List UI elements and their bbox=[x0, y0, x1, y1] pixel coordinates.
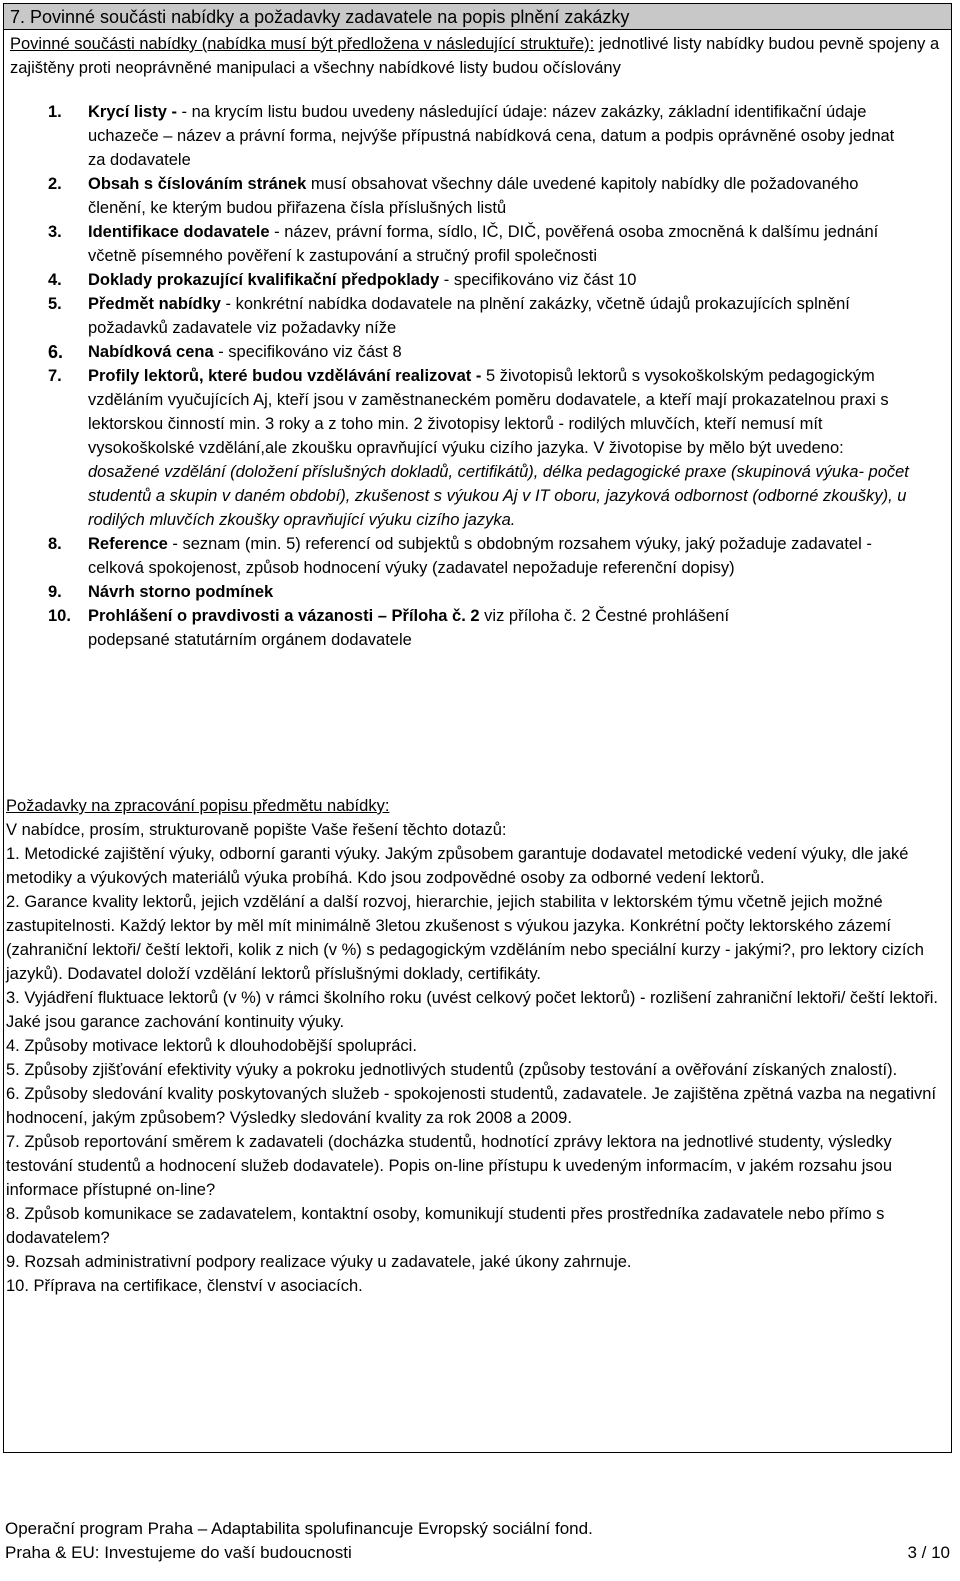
item-title: Profily lektorů, které budou vzdělávání realizovat - bbox=[88, 367, 482, 385]
item-title: Nabídková cena bbox=[88, 343, 214, 361]
item-title: Předmět nabídky bbox=[88, 295, 221, 313]
list-item bbox=[48, 364, 951, 532]
list-item bbox=[48, 604, 951, 652]
section-title: 7. Povinné součásti nabídky a požadavky zadavatele na popis plnění zakázky bbox=[4, 4, 951, 30]
intro-paragraph bbox=[4, 30, 951, 80]
item-text: viz příloha č. 2 Čestné prohlášení bbox=[479, 607, 730, 625]
intro-underlined: Povinné součásti nabídky (nabídka musí být předložena v následující struktuře): bbox=[10, 35, 595, 53]
item-number: 8. bbox=[48, 535, 62, 553]
item-text: - na krycím listu budou uvedeny následující údaje: název zakázky, základní identifikační údaje uchazeče – název a právní forma, nejvýše přípustná nabídková cena, datum a podpis oprávněné osoby jednat za dodavatele bbox=[88, 103, 895, 169]
item-number: 6. bbox=[48, 342, 64, 362]
requirement-point: 7. Způsob reportování směrem k zadavateli (docházka studentů, hodnotící zprávy lektora na jednotlivé studenty, výsledky testování studentů a hodnocení služeb dodavatele). Popis on-line přístupu k uvedeným informacím, v jakém rozsahu jsou informace přístupné on-line? bbox=[6, 1133, 892, 1199]
intro-rest: jednotlivé listy nabídky budou pevně spojeny a zajištěny proti neoprávněné manipulaci a všechny nabídkové listy budou očíslovány bbox=[10, 35, 940, 77]
requirements-lead: V nabídce, prosím, strukturovaně popište Vaše řešení těchto dotazů: bbox=[6, 821, 507, 839]
list-item bbox=[48, 340, 951, 364]
requirement-point: 3. Vyjádření fluktuace lektorů (v %) v rámci školního roku (uvést celkový počet lektorů) - rozlišení zahraniční lektoři/ čeští lektoři. Jaké jsou garance zachování kontinuity výuky. bbox=[6, 989, 939, 1031]
requirement-point: 6. Způsoby sledování kvality poskytovaných služeb - spokojenosti studentů, zadavatele. Je zajištěna zpětná vazba na negativní hodnocení, jakým způsobem? Výsledky sledování kvality za rok 2008 a 2009. bbox=[6, 1085, 937, 1127]
requirement-point: 8. Způsob komunikace se zadavatelem, kontaktní osoby, komunikují studenti přes prostředníka zadavatele nebo přímo s dodavatelem? bbox=[6, 1205, 885, 1247]
footer-line-1: Operační program Praha – Adaptabilita spolufinancuje Evropský sociální fond. bbox=[5, 1519, 593, 1538]
requirements-heading: Požadavky na zpracování popisu předmětu nabídky: bbox=[6, 797, 390, 815]
item-number: 7. bbox=[48, 367, 62, 385]
item-number: 5. bbox=[48, 295, 62, 313]
footer-line-2: Praha & EU: Investujeme do vaší budoucnosti bbox=[5, 1543, 352, 1562]
list-item bbox=[48, 292, 951, 340]
item-number: 10. bbox=[48, 607, 71, 625]
item-text: 5 životopisů lektorů s vysokoškolským pedagogickým vzděláním vyučujících Aj, kteří jsou v zaměstnaneckém poměru dodavatele, a kteří mají prokazatelnou praxi s lektorskou činností min. 3 roky a z toho min. 2 životopisy lektorů - rodilých mluvčích, kteří nemusí mít vysokoškolské vzdělání,ale zkoušku opravňující výuku cizího jazyka. V životopise by mělo být uvedeno: bbox=[88, 367, 889, 457]
item-title: Identifikace dodavatele bbox=[88, 223, 270, 241]
item-title: Prohlášení o pravdivosti a vázanosti – Příloha č. 2 bbox=[88, 607, 480, 625]
item-text: - konkrétní nabídka dodavatele na plnění zakázky, včetně údajů prokazujících splnění požadavků zadavatele viz požadavky níže bbox=[88, 295, 850, 337]
requirement-point: 10. Příprava na certifikace, členství v asociacích. bbox=[6, 1277, 363, 1295]
requirement-point: 2. Garance kvality lektorů, jejich vzdělání a další rozvoj, hierarchie, jejich stabilita v lektorském týmu včetně jejich možné zastupitelnosti. Každý lektor by měl mít minimálně 3letou zkušenost s výukou jazyka. Konkrétní počty lektorského zázemí (zahraniční lektoři/ čeští lektoři, kolik z nich (v %) s pedagogickým vzděláním nebo speciální kurzy - jakými?, pro lektory cizích jazyků). Dodavatel doloží vzdělání lektorů příslušnými doklady, certifikáty. bbox=[6, 893, 924, 983]
item-title: Návrh storno podmínek bbox=[88, 583, 274, 601]
list-item bbox=[48, 172, 951, 220]
item-text-line2: podepsané statutárním orgánem dodavatele bbox=[88, 631, 412, 649]
item-title: Obsah s číslováním stránek bbox=[88, 175, 307, 193]
item-title: Krycí listy - bbox=[88, 103, 177, 121]
item-text: musí obsahovat všechny dále uvedené kapitoly nabídky dle požadovaného členění, ke kterým budou přiřazena čísla příslušných listů bbox=[88, 175, 859, 217]
requirement-point: 5. Způsoby zjišťování efektivity výuky a pokroku jednotlivých studentů (způsoby testování a ověřování získaných znalostí). bbox=[6, 1061, 898, 1079]
list-item bbox=[48, 220, 951, 268]
item-text: - název, právní forma, sídlo, IČ, DIČ, pověřená osoba zmocněná k dalšímu jednání včetně písemného pověření k zastupování a stručný profil společnosti bbox=[88, 223, 879, 265]
item-italic-text: dosažené vzdělání (doložení příslušných dokladů, certifikátů), délka pedagogické praxe (skupinová výuka- počet studentů a skupin v daném období), zkušenost s výukou Aj v IT oboru, jazyková odbornost (odborné zkoušky), u rodilých mluvčích zkoušky opravňující výuku cizího jazyka. bbox=[88, 463, 909, 529]
item-number: 2. bbox=[48, 175, 62, 193]
item-text: - specifikováno viz část 8 bbox=[213, 343, 402, 361]
requirement-point: 4. Způsoby motivace lektorů k dlouhodobější spolupráci. bbox=[6, 1037, 417, 1055]
requirement-point: 1. Metodické zajištění výuky, odborní garanti výuky. Jakým způsobem garantuje dodavatel metodické vedení výuky, dle jaké metodiky a výukových materiálů výuka probíhá. Kdo jsou zodpovědné osoby za odborné vedení lektorů. bbox=[6, 845, 909, 887]
list-item bbox=[48, 532, 951, 580]
item-text: - seznam (min. 5) referencí od subjektů s obdobným rozsahem výuky, jaký požaduje zadavatel - celková spokojenost, způsob hodnocení výuky (zadavatel nepožaduje referenční dopisy) bbox=[88, 535, 872, 577]
requirement-point: 9. Rozsah administrativní podpory realizace výuky u zadavatele, jaké úkony zahrnuje. bbox=[6, 1253, 632, 1271]
required-parts-list bbox=[4, 100, 951, 652]
requirements-section bbox=[6, 794, 952, 1298]
item-number: 1. bbox=[48, 103, 62, 121]
item-title: Reference bbox=[88, 535, 168, 553]
item-title: Doklady prokazující kvalifikační předpoklady bbox=[88, 271, 440, 289]
item-number: 4. bbox=[48, 271, 62, 289]
footer-row bbox=[5, 1541, 950, 1565]
list-item bbox=[48, 580, 951, 604]
page-footer bbox=[5, 1517, 950, 1565]
list-item bbox=[48, 268, 951, 292]
item-number: 9. bbox=[48, 583, 62, 601]
item-text: - specifikováno viz část 10 bbox=[439, 271, 637, 289]
item-number: 3. bbox=[48, 223, 62, 241]
list-item bbox=[48, 100, 951, 172]
page-number: 3 / 10 bbox=[907, 1543, 950, 1562]
